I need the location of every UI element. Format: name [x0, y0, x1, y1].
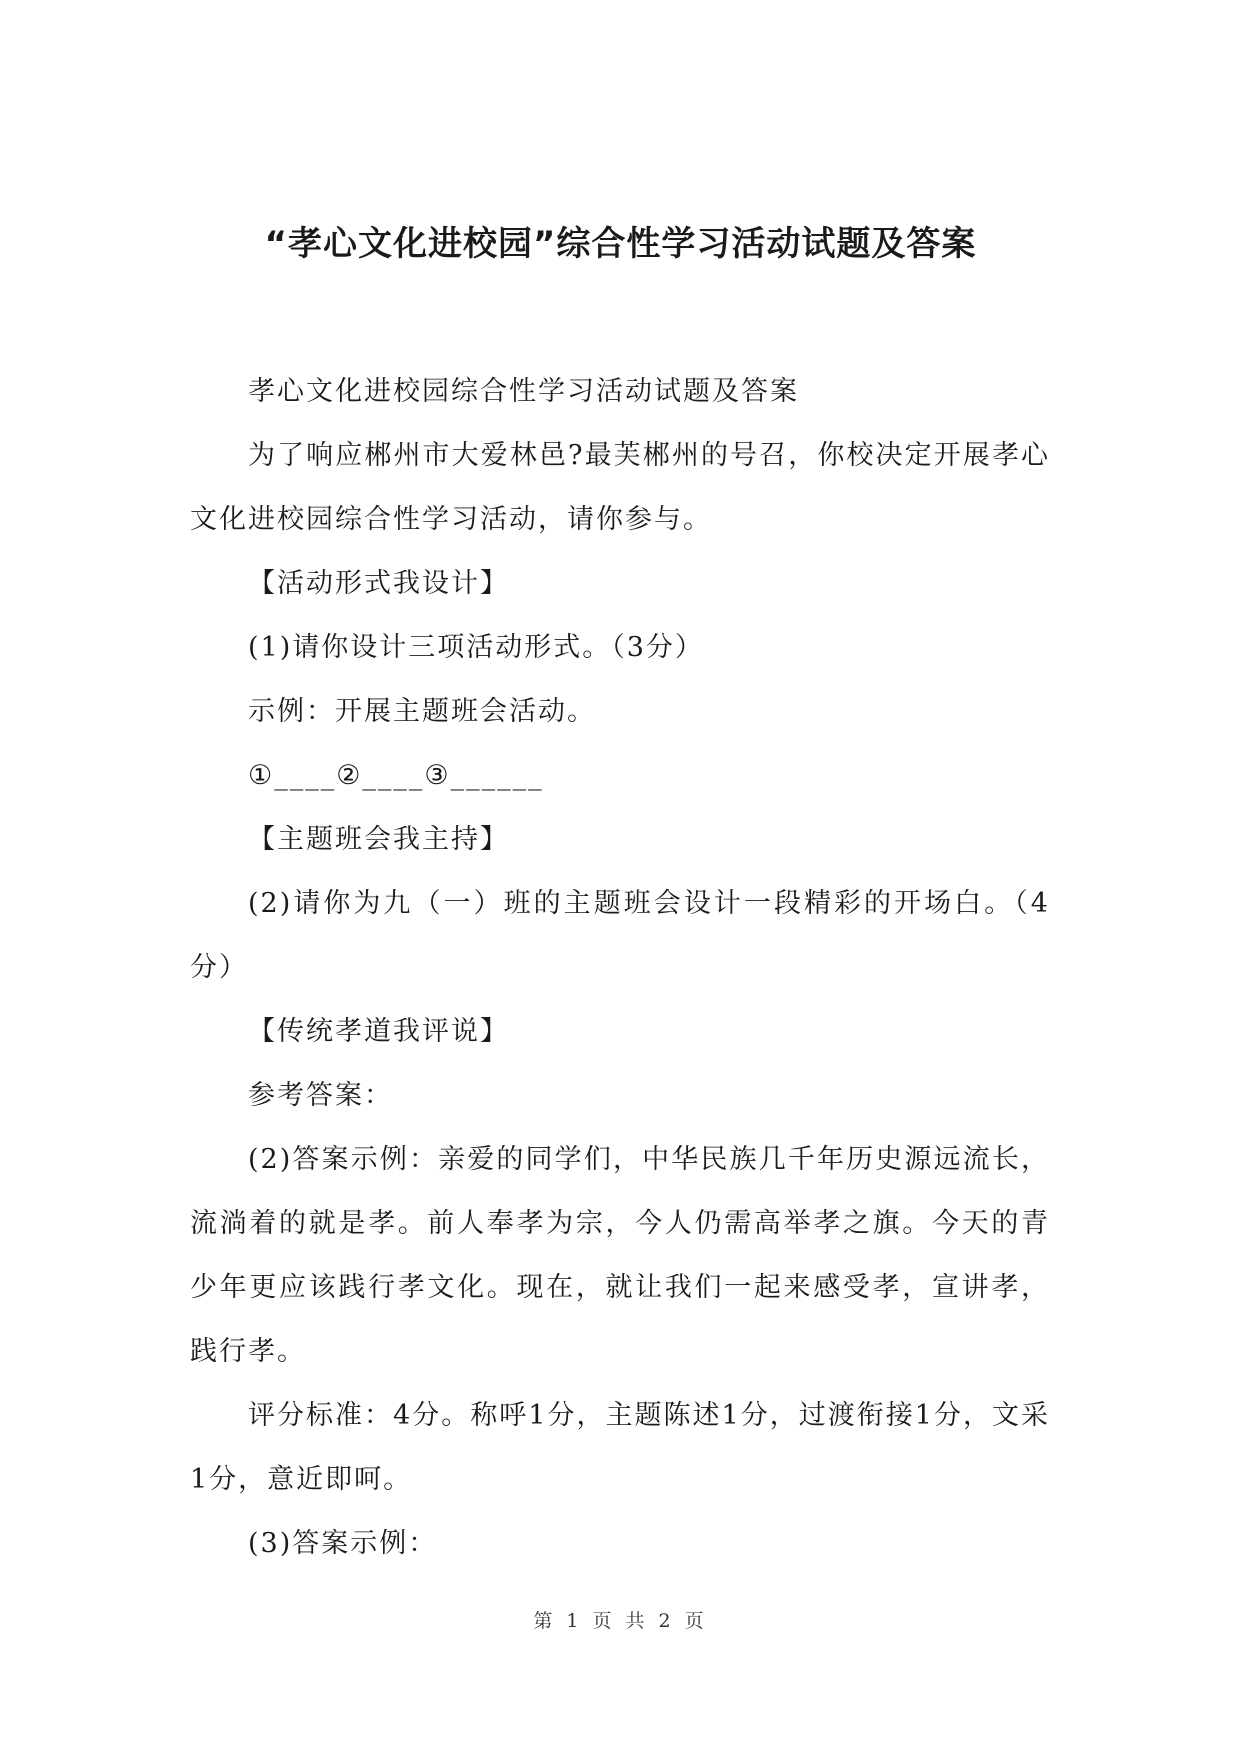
answer-2-example: (2)答案示例：亲爱的同学们，中华民族几千年历史源远流长，流淌着的就是孝。前人奉孝为宗，今人仍需高举孝之旗。今天的青少年更应该践行孝文化。现在，就让我们一起来感受孝，宣讲孝，践行孝。	[190, 1144, 1050, 1367]
page-title: “孝心文化进校园”综合性学习活动试题及答案	[264, 224, 977, 264]
question-1: (1)请你设计三项活动形式。（3分）	[248, 632, 704, 663]
answer-blanks: ①____②____③______	[248, 760, 544, 791]
section-heading-activity-design: 【活动形式我设计】	[248, 568, 509, 599]
reference-answer-label: 参考答案：	[248, 1080, 393, 1111]
section-heading-class-meeting: 【主题班会我主持】	[248, 824, 509, 855]
scoring-criteria: 评分标准：4分。称呼1分，主题陈述1分，过渡衔接1分，文采1分，意近即呵。	[190, 1400, 1050, 1495]
page-number-footer: 第 1 页 共 2 页	[533, 1610, 708, 1632]
section-heading-filial-piety: 【传统孝道我评说】	[248, 1016, 509, 1047]
example-text: 示例：开展主题班会活动。	[248, 696, 596, 727]
answer-3-example: (3)答案示例：	[248, 1528, 438, 1559]
question-2: (2)请你为九（一）班的主题班会设计一段精彩的开场白。（4分）	[190, 888, 1050, 983]
document-body	[190, 360, 1050, 1576]
paragraph-intro: 为了响应郴州市大爱林邑?最芙郴州的号召，你校决定开展孝心文化进校园综合性学习活动，请你参与。	[190, 440, 1050, 535]
paragraph-subtitle: 孝心文化进校园综合性学习活动试题及答案	[248, 376, 799, 407]
